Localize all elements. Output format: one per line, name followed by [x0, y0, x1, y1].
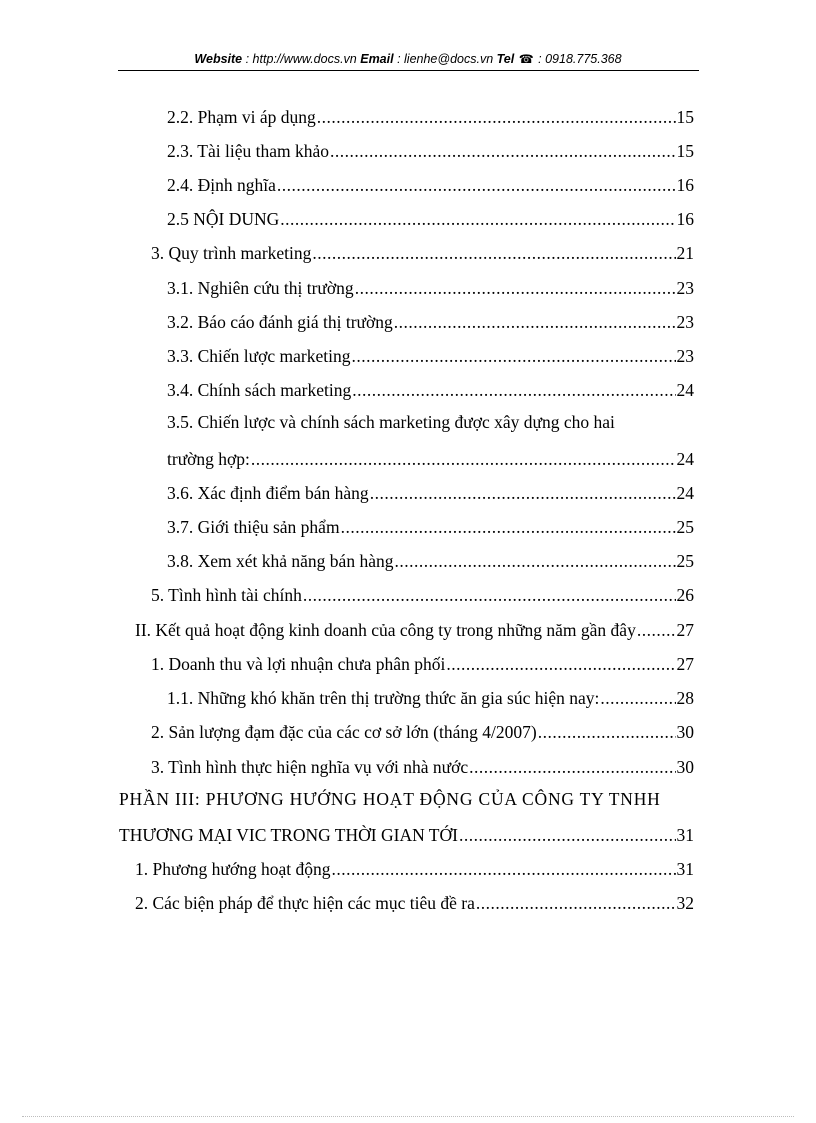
dot-leader: [330, 140, 675, 162]
toc-entry-title: 3.7. Giới thiệu sản phẩm: [167, 517, 340, 537]
toc-entry[interactable]: [167, 446, 694, 470]
dot-leader: [538, 721, 676, 743]
toc-entry-title: 2. Sản lượng đạm đặc của các cơ sở lớn (tháng 4/2007): [151, 722, 537, 742]
toc-entry-title: 3.8. Xem xét khả năng bán hàng: [167, 551, 394, 571]
toc-entry-title: 3.3. Chiến lược marketing: [167, 346, 351, 366]
toc-entry[interactable]: [167, 548, 694, 572]
toc-entry-title: 2.2. Phạm vi áp dụng: [167, 107, 316, 127]
toc-entry[interactable]: [151, 754, 694, 778]
toc-entry[interactable]: [167, 343, 694, 367]
toc-entry-title: 1. Phương hướng hoạt động: [135, 859, 331, 879]
toc-entry[interactable]: [167, 138, 694, 162]
toc-entry[interactable]: [151, 582, 694, 606]
dot-leader: [446, 653, 675, 675]
dot-leader: [459, 824, 676, 846]
toc-page-number: 24: [676, 449, 694, 469]
dot-leader: [637, 619, 676, 641]
dot-leader: [352, 345, 676, 367]
tel-label: Tel: [496, 52, 515, 66]
dot-leader: [469, 756, 675, 778]
toc-page-number: 24: [676, 483, 694, 503]
dot-leader: [317, 106, 676, 128]
toc-page-number: 23: [676, 346, 694, 366]
footer-dotted-rule: [22, 1116, 794, 1117]
dot-leader: [370, 482, 676, 504]
dot-leader: [303, 584, 676, 606]
toc-page-number: 15: [676, 141, 694, 161]
dot-leader: [331, 858, 675, 880]
toc-page-number: 28: [676, 688, 694, 708]
toc-entry[interactable]: [151, 651, 694, 675]
toc-page-number: 27: [676, 620, 694, 640]
dot-leader: [394, 311, 676, 333]
toc-entry[interactable]: [167, 206, 694, 230]
toc-entry[interactable]: [167, 275, 694, 299]
toc-page-number: 16: [676, 209, 694, 229]
website-url: : http://www.docs.vn: [242, 52, 361, 66]
toc-page-number: 31: [676, 825, 694, 845]
toc-entry[interactable]: [135, 890, 694, 914]
toc-entry-title: 1.1. Những khó khăn trên thị trường thức ăn gia súc hiện nay:: [167, 688, 600, 708]
toc-entry[interactable]: [151, 719, 694, 743]
toc-entry[interactable]: [167, 685, 694, 709]
toc-entry-title: 2.3. Tài liệu tham khảo: [167, 141, 330, 161]
phone-icon: ☎: [518, 52, 534, 66]
toc-entry[interactable]: [119, 822, 694, 846]
toc-entry-title: 2. Các biện pháp để thực hiện các mục tiêu đề ra: [135, 893, 475, 913]
toc-entry-title: II. Kết quả hoạt động kinh doanh của công ty trong những năm gần đây: [135, 620, 636, 640]
dot-leader: [341, 516, 676, 538]
toc-entry-title: 3.6. Xác định điểm bán hàng: [167, 483, 369, 503]
toc-entry[interactable]: [167, 172, 694, 196]
toc-page-number: 21: [676, 243, 694, 263]
toc-page-number: 15: [676, 107, 694, 127]
toc-entry[interactable]: [167, 514, 694, 538]
toc-entry-title: THƯƠNG MẠI VIC TRONG THỜI GIAN TỚI: [119, 825, 458, 845]
toc-entry-title: 3.2. Báo cáo đánh giá thị trường: [167, 312, 393, 332]
toc-page-number: 30: [676, 722, 694, 742]
dot-leader: [280, 208, 675, 230]
toc-entry-wrapped-line[interactable]: PHẦN III: PHƯƠNG HƯỚNG HOẠT ĐỘNG CỦA CÔNG TY TNHH: [119, 789, 661, 809]
email-label: Email: [360, 52, 394, 66]
toc-entry-title: 1. Doanh thu và lợi nhuận chưa phân phối: [151, 654, 446, 674]
dot-leader: [394, 550, 675, 572]
toc-entry-title: 3. Tình hình thực hiện nghĩa vụ với nhà nước: [151, 757, 469, 777]
email-address: : lienhe@docs.vn: [393, 52, 497, 66]
toc-page-number: 23: [676, 312, 694, 332]
toc-page-number: 24: [676, 380, 694, 400]
toc-entry-title: 3.4. Chính sách marketing: [167, 380, 352, 400]
toc-entry-title: trường hợp:: [167, 449, 250, 469]
dot-leader: [476, 892, 676, 914]
toc-entry[interactable]: [167, 104, 694, 128]
website-label: Website: [194, 52, 243, 66]
toc-entry[interactable]: [167, 377, 694, 401]
toc-entry[interactable]: [167, 480, 694, 504]
toc-page-number: 26: [676, 585, 694, 605]
toc-entry[interactable]: [135, 856, 694, 880]
toc-page-number: 31: [676, 859, 694, 879]
toc-entry-title: 2.5 NỘI DUNG: [167, 209, 280, 229]
toc-entry-title: 5. Tình hình tài chính: [151, 585, 302, 605]
toc-entry-title: 2.4. Định nghĩa: [167, 175, 276, 195]
dot-leader: [600, 687, 675, 709]
dot-leader: [312, 242, 675, 264]
toc-entry-title: 3.1. Nghiên cứu thị trường: [167, 278, 354, 298]
toc-entry[interactable]: [135, 617, 694, 641]
toc-entry-wrapped-line[interactable]: 3.5. Chiến lược và chính sách marketing được xây dựng cho hai: [167, 412, 615, 432]
dot-leader: [352, 379, 675, 401]
phone-number: : 0918.775.368: [534, 52, 622, 66]
dot-leader: [277, 174, 676, 196]
toc-page-number: 30: [676, 757, 694, 777]
dot-leader: [355, 277, 676, 299]
toc-page-number: 25: [676, 551, 694, 571]
toc-page-number: 23: [676, 278, 694, 298]
toc-page-number: 27: [676, 654, 694, 674]
toc-entry-title: 3. Quy trình marketing: [151, 243, 312, 263]
toc-page-number: 32: [676, 893, 694, 913]
toc-page-number: 16: [676, 175, 694, 195]
toc-entry[interactable]: [167, 309, 694, 333]
dot-leader: [251, 448, 676, 470]
toc-entry[interactable]: [151, 240, 694, 264]
toc-page-number: 25: [676, 517, 694, 537]
